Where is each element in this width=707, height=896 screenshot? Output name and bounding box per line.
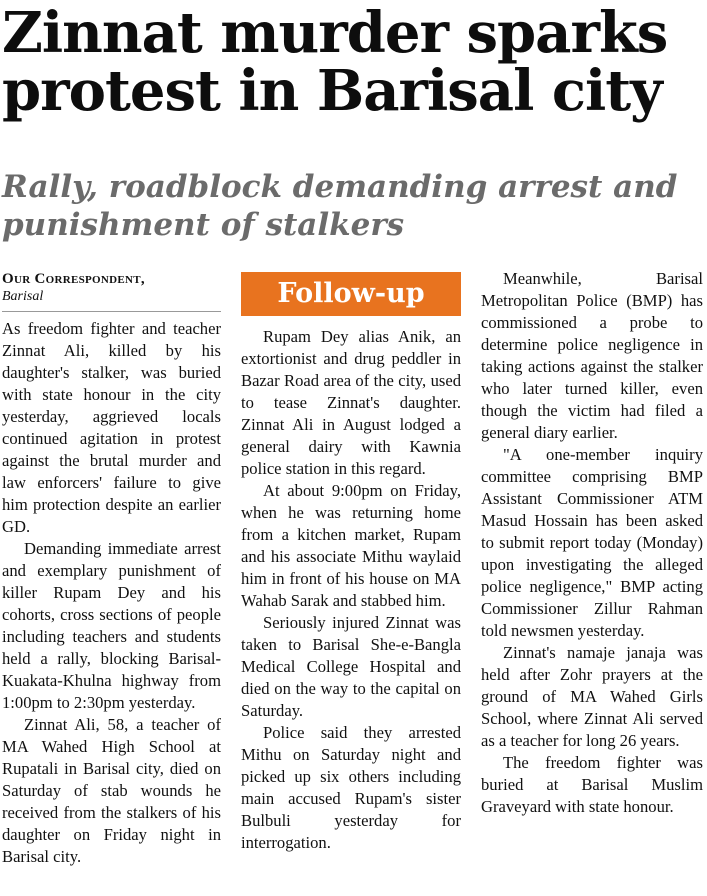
dateline: Barisal <box>2 289 44 304</box>
paragraph: "A one-member inquiry committee comprising BMP Assistant Commissioner ATM Masud Hossain has been asked to submit report today (Monday) upon investigating the alleged police negligence," BMP acting Commissioner Zillur Rahman told newsmen yesterday. <box>481 445 703 640</box>
paragraph: Zinnat's namaje janaja was held after Zohr prayers at the ground of MA Wahed Girls School, where Zinnat Ali served as a teacher for long 26 years. <box>481 643 703 750</box>
article-headline: Zinnat murder sparks protest in Barisal city <box>2 0 668 124</box>
paragraph: Police said they arrested Mithu on Saturday night and picked up six others including main accused Rupam's sister Bulbuli yesterday for interrogation. <box>241 723 461 852</box>
paragraph: Seriously injured Zinnat was taken to Barisal She-e-Bangla Medical College Hospital and died on the way to the capital on Saturday. <box>241 613 461 720</box>
byline: Our Correspondent, <box>2 271 145 287</box>
paragraph: At about 9:00pm on Friday, when he was returning home from a kitchen market, Rupam and his associate Mithu waylaid him in front of his house on MA Wahab Sarak and stabbed him. <box>241 481 461 610</box>
paragraph: As freedom fighter and teacher Zinnat Ali, killed by his daughter's stalker, was buried with state honour in the city yesterday, aggrieved locals continued agitation in protest against the brutal murder and law enforcers' failure to give him protection despite an earlier GD. <box>2 319 221 536</box>
follow-up-tag-label: Follow-up <box>277 278 425 309</box>
paragraph: The freedom fighter was buried at Barisal Muslim Graveyard with state honour. <box>481 753 703 816</box>
paragraph: Rupam Dey alias Anik, an extortionist and drug peddler in Bazar Road area of the city, used to tease Zinnat's daughter. Zinnat Ali in August lodged a general dairy with Kawnia police station in this regard. <box>241 327 461 478</box>
article-column-2 <box>241 268 461 896</box>
article-column-3 <box>481 268 703 896</box>
byline-divider <box>2 311 221 312</box>
paragraph: Demanding immediate arrest and exemplary punishment of killer Rupam Dey and his cohorts, cross sections of people including teachers and students held a rally, blocking Barisal-Kuakata-Khulna highway from 1:00pm to 2:30pm yesterday. <box>2 539 221 712</box>
paragraph: Meanwhile, Barisal Metropolitan Police (BMP) has commissioned a probe to determine police negligence in taking actions against the stalker who later turned killer, even though the victim had filed a general diary earlier. <box>481 269 703 442</box>
article-subheadline: Rally, roadblock demanding arrest and punishment of stalkers <box>2 169 678 243</box>
paragraph: Zinnat Ali, 58, a teacher of MA Wahed High School at Rupatali in Barisal city, died on Saturday of stab wounds he received from the stalkers of his daughter on Friday night in Barisal city. <box>2 715 221 866</box>
follow-up-tag <box>241 272 461 316</box>
article-column-1 <box>2 268 221 896</box>
